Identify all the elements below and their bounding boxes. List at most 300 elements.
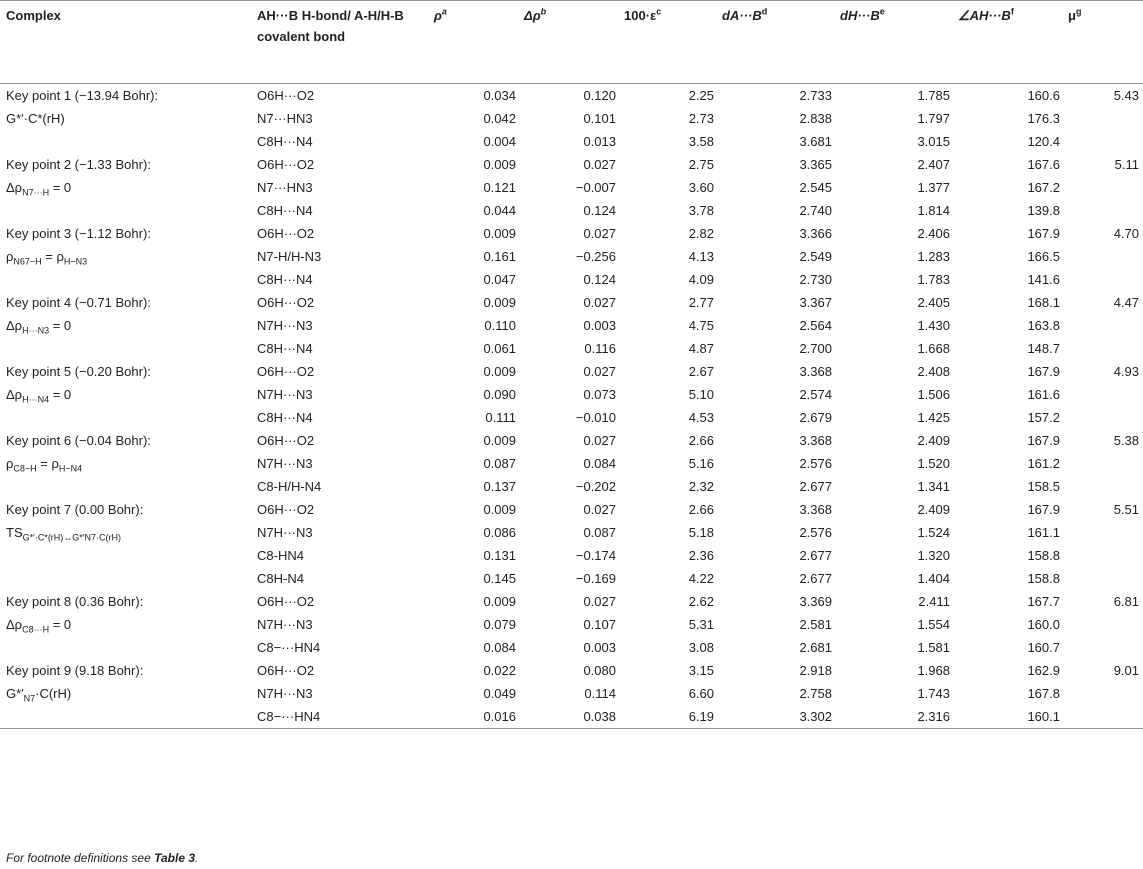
keypoint-title: Key point 7 (0.00 Bohr):: [6, 502, 144, 517]
cell-mu: [1064, 245, 1143, 268]
cell-rho: 0.049: [483, 686, 516, 701]
cell-mu: [1064, 567, 1143, 590]
cell-dab: 2.730: [799, 272, 832, 287]
cell-dab: 2.576: [799, 456, 832, 471]
cell-dab: 2.677: [799, 571, 832, 586]
cell-rho: 0.145: [483, 571, 516, 586]
cell-mu: 4.70: [1113, 226, 1139, 241]
cell-complex: [0, 314, 253, 337]
cell-dhb: 1.425: [917, 410, 950, 425]
cell-eps: 2.67: [688, 364, 714, 379]
cell-eps: 3.58: [688, 134, 714, 149]
cell-dab: 2.549: [799, 249, 832, 264]
keypoint-condition: Δρ: [6, 180, 23, 195]
cell-rho: 0.009: [483, 295, 516, 310]
cell-rho: 0.009: [483, 502, 516, 517]
cell-mu: 4.47: [1113, 295, 1139, 310]
cell-angle: 160.1: [954, 705, 1064, 729]
cell-eps: 5.16: [688, 456, 714, 471]
cell-complex: [0, 498, 253, 521]
header-angle: $\angle AH\cdot\cdot\cdot B^f$: [954, 1, 1064, 84]
cell-drho: −0.256: [575, 249, 616, 264]
cell-drho: −0.174: [575, 548, 616, 563]
keypoint-title: Key point 9 (9.18 Bohr):: [6, 663, 144, 678]
cell-eps: 4.13: [688, 249, 714, 264]
table-row: [0, 383, 1143, 406]
cell-complex: [0, 291, 253, 314]
keypoint-condition-sub: N67−H: [13, 256, 42, 267]
cell-rho: 0.042: [483, 111, 516, 126]
cell-mu: [1064, 705, 1143, 729]
cell-dab: 3.681: [799, 134, 832, 149]
cell-angle: 168.1: [1027, 295, 1060, 310]
cell-drho: −0.202: [575, 479, 616, 494]
keypoint-title: Key point 8 (0.36 Bohr):: [6, 594, 144, 609]
cell-eps: 3.08: [688, 640, 714, 655]
cell-bond: O6H···O2: [257, 157, 315, 172]
cell-mu: [1064, 176, 1143, 199]
cell-dhb: 2.409: [917, 502, 950, 517]
cell-mu: [1064, 636, 1143, 659]
table-row: [0, 176, 1143, 199]
cell-bond: O6H···O2: [257, 433, 315, 448]
cell-dab: 2.677: [799, 479, 832, 494]
cell-dab: 3.367: [799, 295, 832, 310]
cell-dhb: 1.581: [917, 640, 950, 655]
cell-dhb: 1.430: [917, 318, 950, 333]
cell-bond: C8H···N4: [257, 203, 313, 218]
cell-bond: O6H···O2: [257, 88, 315, 103]
cell-bond: O6H···O2: [257, 364, 315, 379]
cell-bond: N7H···N3: [257, 686, 313, 701]
cell-complex: [0, 406, 253, 429]
cell-eps: 5.31: [688, 617, 714, 632]
cell-complex: [0, 636, 253, 659]
table-row: [0, 314, 1143, 337]
cell-dab: 2.564: [799, 318, 832, 333]
table-row: [0, 682, 1143, 705]
cell-angle: 158.8: [1027, 571, 1060, 586]
cell-bond: C8H···N4: [257, 341, 313, 356]
header-dhb: $dH\cdot\cdot\cdot B^e$: [836, 1, 954, 84]
cell-mu: [1064, 199, 1143, 222]
cell-complex: [0, 475, 253, 498]
table-row: [0, 199, 1143, 222]
cell-rho: 0.086: [483, 525, 516, 540]
cell-rho: 0.110: [484, 318, 516, 333]
keypoint-condition-sub: C8···H: [22, 624, 50, 635]
cell-bond: C8H···N4: [257, 134, 313, 149]
cell-angle: 160.7: [1027, 640, 1060, 655]
cell-rho: 0.009: [483, 433, 516, 448]
cell-dhb: 1.554: [917, 617, 950, 632]
cell-drho: −0.169: [575, 571, 616, 586]
keypoint-condition-sub2: H−N4: [58, 463, 83, 474]
cell-angle: 160.0: [1027, 617, 1060, 632]
header-rho: $\rho^a$: [430, 1, 520, 84]
cell-bond: N7H···N3: [257, 456, 313, 471]
cell-drho: 0.124: [583, 203, 616, 218]
cell-dhb: 1.668: [917, 341, 950, 356]
cell-bond: O6H···O2: [257, 295, 315, 310]
cell-angle: 167.2: [1027, 180, 1060, 195]
keypoint-condition: G*′: [6, 686, 24, 701]
cell-dhb: 2.406: [917, 226, 950, 241]
cell-drho: 0.116: [584, 341, 616, 356]
cell-complex: [0, 153, 253, 176]
cell-mu: [1064, 682, 1143, 705]
cell-rho: 0.090: [483, 387, 516, 402]
table-row: [0, 636, 1143, 659]
cell-bond: N7···HN3: [257, 111, 313, 126]
cell-dab: 3.368: [799, 502, 832, 517]
cell-dhb: 1.968: [917, 663, 950, 678]
cell-mu: [1064, 268, 1143, 291]
keypoint-title: Key point 1 (−13.94 Bohr):: [6, 88, 159, 103]
cell-rho: 0.161: [483, 249, 516, 264]
cell-bond: N7H···N3: [257, 318, 313, 333]
cell-dhb: 3.015: [917, 134, 950, 149]
cell-angle: 167.9: [1027, 502, 1060, 517]
cell-angle: 139.8: [1027, 203, 1060, 218]
cell-dhb: 2.407: [917, 157, 950, 172]
cell-rho: 0.121: [483, 180, 516, 195]
cell-angle: 163.8: [1027, 318, 1060, 333]
cell-angle: 160.6: [1027, 88, 1060, 103]
cell-bond: C8−···HN4: [253, 705, 430, 729]
cell-bond: C8H-N4: [257, 571, 304, 586]
cell-mu: [1064, 107, 1143, 130]
keypoint-condition-sub: H···N3: [22, 325, 50, 336]
table-row: [0, 130, 1143, 153]
cell-drho: 0.027: [583, 502, 616, 517]
table-row: [0, 245, 1143, 268]
keypoint-condition-tail: = 0: [49, 617, 72, 632]
cell-eps: 6.60: [688, 686, 714, 701]
header-epsilon: $100\cdot\varepsilon^c$: [620, 1, 718, 84]
cell-eps: 2.36: [688, 548, 714, 563]
cell-dhb: 1.814: [917, 203, 950, 218]
cell-eps: 5.18: [688, 525, 714, 540]
cell-angle: 161.1: [1027, 525, 1060, 540]
keypoint-condition: Δρ: [6, 318, 23, 333]
keypoint-condition: Δρ: [6, 617, 23, 632]
keypoint-condition-tail: = 0: [49, 318, 72, 333]
cell-eps: 3.78: [688, 203, 714, 218]
cell-dab: 3.366: [799, 226, 832, 241]
cell-angle: 158.5: [1027, 479, 1060, 494]
cell-bond: N7H···N3: [257, 525, 313, 540]
table-body: [0, 84, 1143, 729]
table-row: [0, 406, 1143, 429]
keypoint-condition-tail: = 0: [49, 387, 72, 402]
cell-mu: [1064, 383, 1143, 406]
cell-bond: N7H···N3: [257, 617, 313, 632]
cell-complex: [0, 613, 253, 636]
cell-mu: [1064, 314, 1143, 337]
table-row: [0, 84, 1143, 108]
cell-dab: 2.838: [799, 111, 832, 126]
cell-eps: 2.73: [688, 111, 714, 126]
cell-eps: 4.09: [688, 272, 714, 287]
cell-dab: 2.545: [799, 180, 832, 195]
cell-rho: 0.009: [483, 157, 516, 172]
cell-rho: 0.079: [483, 617, 516, 632]
keypoint-condition-sub: N7···H: [22, 187, 50, 198]
cell-angle: 120.4: [1027, 134, 1060, 149]
keypoint-condition-sub: N7: [23, 693, 36, 704]
cell-dhb: 1.377: [917, 180, 950, 195]
cell-dhb: 1.404: [917, 571, 950, 586]
cell-drho: 0.027: [583, 295, 616, 310]
cell-mu: 5.11: [1114, 157, 1139, 172]
cell-mu: 5.38: [1113, 433, 1139, 448]
cell-mu: 5.43: [1113, 88, 1139, 103]
cell-dab: 2.581: [799, 617, 832, 632]
cell-mu: 6.81: [1113, 594, 1139, 609]
cell-drho: 0.107: [583, 617, 616, 632]
keypoint-title: Key point 3 (−1.12 Bohr):: [6, 226, 151, 241]
keypoint-condition-sub2: H−N3: [63, 256, 88, 267]
cell-rho: 0.016: [430, 705, 520, 729]
cell-dab: 3.368: [799, 433, 832, 448]
cell-drho: 0.124: [583, 272, 616, 287]
cell-dhb: 1.320: [917, 548, 950, 563]
keypoint-condition: G*′·C*(rH): [6, 111, 65, 126]
table-row: [0, 268, 1143, 291]
cell-eps: 4.87: [688, 341, 714, 356]
cell-eps: 2.66: [688, 433, 714, 448]
cell-dab: 2.700: [799, 341, 832, 356]
header-bond: AH···B H-bond/ A-H/H-B covalent bond: [253, 1, 430, 84]
keypoint-condition-sub: H···N4: [22, 394, 50, 405]
cell-dab: 2.576: [799, 525, 832, 540]
table-row: [0, 452, 1143, 475]
table-row: [0, 153, 1143, 176]
cell-drho: 0.038: [520, 705, 620, 729]
keypoint-condition-tail: = ρ: [36, 456, 59, 471]
cell-dab: 3.368: [799, 364, 832, 379]
keypoint-condition-tail: = 0: [49, 180, 72, 195]
cell-bond: C8-HN4: [257, 548, 304, 563]
keypoint-condition: Δρ: [6, 387, 23, 402]
cell-dab: 2.758: [799, 686, 832, 701]
cell-rho: 0.061: [483, 341, 516, 356]
cell-complex: [0, 268, 253, 291]
keypoint-condition-tail: = ρ: [41, 249, 64, 264]
table-row: [0, 337, 1143, 360]
cell-drho: 0.003: [583, 318, 616, 333]
cell-angle: 167.9: [1027, 364, 1060, 379]
data-table: [0, 1, 1143, 729]
cell-dhb: 2.411: [918, 594, 950, 609]
cell-rho: 0.034: [483, 88, 516, 103]
cell-angle: 157.2: [1027, 410, 1060, 425]
cell-rho: 0.137: [483, 479, 516, 494]
cell-dhb: 1.341: [917, 479, 950, 494]
header-delta-rho: $\Delta\rho^b$: [520, 1, 620, 84]
keypoint-title: Key point 5 (−0.20 Bohr):: [6, 364, 151, 379]
cell-complex: [0, 337, 253, 360]
cell-drho: 0.084: [583, 456, 616, 471]
table-header: [0, 1, 1143, 84]
cell-eps: 2.82: [688, 226, 714, 241]
cell-drho: 0.027: [583, 157, 616, 172]
cell-complex: [0, 659, 253, 682]
cell-mu: [1064, 521, 1143, 544]
table-row: [0, 360, 1143, 383]
cell-mu: [1064, 475, 1143, 498]
cell-eps: 4.75: [688, 318, 714, 333]
header-mu: $\mu^g$: [1064, 1, 1143, 84]
cell-angle: 166.5: [1027, 249, 1060, 264]
cell-rho: 0.022: [483, 663, 516, 678]
cell-eps: 4.53: [688, 410, 714, 425]
cell-rho: 0.004: [483, 134, 516, 149]
cell-dab: 3.369: [799, 594, 832, 609]
cell-drho: 0.114: [584, 686, 616, 701]
cell-dab: 2.918: [799, 663, 832, 678]
cell-complex: [0, 452, 253, 475]
cell-angle: 141.6: [1027, 272, 1060, 287]
cell-dhb: 2.408: [917, 364, 950, 379]
cell-eps: 2.77: [688, 295, 714, 310]
cell-angle: 167.9: [1027, 433, 1060, 448]
cell-angle: 167.9: [1027, 226, 1060, 241]
cell-eps: 2.62: [688, 594, 714, 609]
cell-complex: [0, 176, 253, 199]
cell-eps: 3.60: [688, 180, 714, 195]
cell-complex: [0, 590, 253, 613]
cell-drho: 0.073: [583, 387, 616, 402]
cell-angle: 162.9: [1027, 663, 1060, 678]
cell-angle: 167.8: [1027, 686, 1060, 701]
cell-complex: [0, 567, 253, 590]
cell-drho: 0.120: [583, 88, 616, 103]
cell-dab: 2.677: [799, 548, 832, 563]
cell-mu: [1064, 613, 1143, 636]
cell-rho: 0.047: [483, 272, 516, 287]
cell-angle: 161.2: [1027, 456, 1060, 471]
cell-dab: 3.302: [718, 705, 836, 729]
cell-bond: N7H···N3: [257, 387, 313, 402]
cell-mu: 5.51: [1113, 502, 1139, 517]
cell-eps: 4.22: [688, 571, 714, 586]
keypoint-title: Key point 4 (−0.71 Bohr):: [6, 295, 151, 310]
cell-angle: 158.8: [1027, 548, 1060, 563]
cell-dab: 2.740: [799, 203, 832, 218]
cell-bond: O6H···O2: [257, 226, 315, 241]
cell-dhb: 1.506: [917, 387, 950, 402]
cell-bond: N7···HN3: [257, 180, 313, 195]
keypoint-condition-tail: ·C(rH): [35, 686, 72, 701]
table-row: [0, 107, 1143, 130]
cell-eps: 5.10: [688, 387, 714, 402]
cell-bond: C8H···N4: [257, 272, 313, 287]
cell-complex: [0, 682, 253, 705]
keypoint-condition-sub: G*′·C*(rH)↔G*′N7·C(rH): [22, 532, 121, 543]
cell-drho: 0.027: [583, 594, 616, 609]
table-row: [0, 498, 1143, 521]
cell-dhb: 2.409: [917, 433, 950, 448]
cell-complex: [0, 360, 253, 383]
table-row: [0, 567, 1143, 590]
cell-drho: 0.003: [583, 640, 616, 655]
cell-rho: 0.131: [483, 548, 516, 563]
cell-angle: 148.7: [1027, 341, 1060, 356]
cell-rho: 0.009: [483, 594, 516, 609]
cell-rho: 0.009: [483, 364, 516, 379]
keypoint-condition: ρ: [6, 456, 14, 471]
cell-rho: 0.009: [483, 226, 516, 241]
cell-eps: 2.32: [688, 479, 714, 494]
cell-complex: [0, 84, 253, 108]
cell-complex: [0, 544, 253, 567]
cell-angle: 167.6: [1027, 157, 1060, 172]
cell-dhb: 1.785: [917, 88, 950, 103]
cell-eps: 6.19: [620, 705, 718, 729]
cell-mu: [1064, 406, 1143, 429]
cell-complex: [0, 383, 253, 406]
cell-drho: −0.007: [575, 180, 616, 195]
cell-bond: C8-H/H-N4: [257, 479, 322, 494]
table-row: [0, 613, 1143, 636]
keypoint-title: Key point 2 (−1.33 Bohr):: [6, 157, 151, 172]
cell-drho: 0.027: [583, 364, 616, 379]
cell-bond: O6H···O2: [257, 663, 315, 678]
cell-complex: [0, 107, 253, 130]
cell-bond: O6H···O2: [257, 502, 315, 517]
cell-mu: [1064, 544, 1143, 567]
cell-mu: [1064, 452, 1143, 475]
header-dab: $dA\cdot\cdot\cdot B^d$: [718, 1, 836, 84]
cell-drho: −0.010: [575, 410, 616, 425]
cell-complex: [0, 222, 253, 245]
table-row: [0, 590, 1143, 613]
table-row: [0, 521, 1143, 544]
cell-eps: 2.25: [688, 88, 714, 103]
table-row: [0, 291, 1143, 314]
cell-bond: O6H···O2: [257, 594, 315, 609]
cell-bond: C8−···HN4: [257, 640, 321, 655]
cell-complex: [0, 199, 253, 222]
cell-dhb: 1.520: [917, 456, 950, 471]
cell-rho: 0.044: [483, 203, 516, 218]
cell-eps: 2.66: [688, 502, 714, 517]
cell-complex: [0, 245, 253, 268]
table-row: [0, 544, 1143, 567]
cell-angle: 167.7: [1027, 594, 1060, 609]
cell-mu: 4.93: [1113, 364, 1139, 379]
cell-dab: 2.733: [799, 88, 832, 103]
cell-angle: 176.3: [1027, 111, 1060, 126]
table-footnote: For footnote definitions see Table 3.: [6, 851, 199, 865]
cell-complex: [0, 130, 253, 153]
cell-mu: [1064, 130, 1143, 153]
keypoint-condition: ρ: [6, 249, 14, 264]
cell-drho: 0.013: [583, 134, 616, 149]
keypoint-title: Key point 6 (−0.04 Bohr):: [6, 433, 151, 448]
table-row: [0, 222, 1143, 245]
cell-bond: N7-H/H-N3: [257, 249, 322, 264]
cell-complex: [0, 521, 253, 544]
table-row: [0, 659, 1143, 682]
cell-mu: [1064, 337, 1143, 360]
cell-bond: C8H···N4: [257, 410, 313, 425]
cell-dhb: 2.405: [917, 295, 950, 310]
cell-drho: 0.027: [583, 226, 616, 241]
table-row: [0, 705, 1143, 729]
